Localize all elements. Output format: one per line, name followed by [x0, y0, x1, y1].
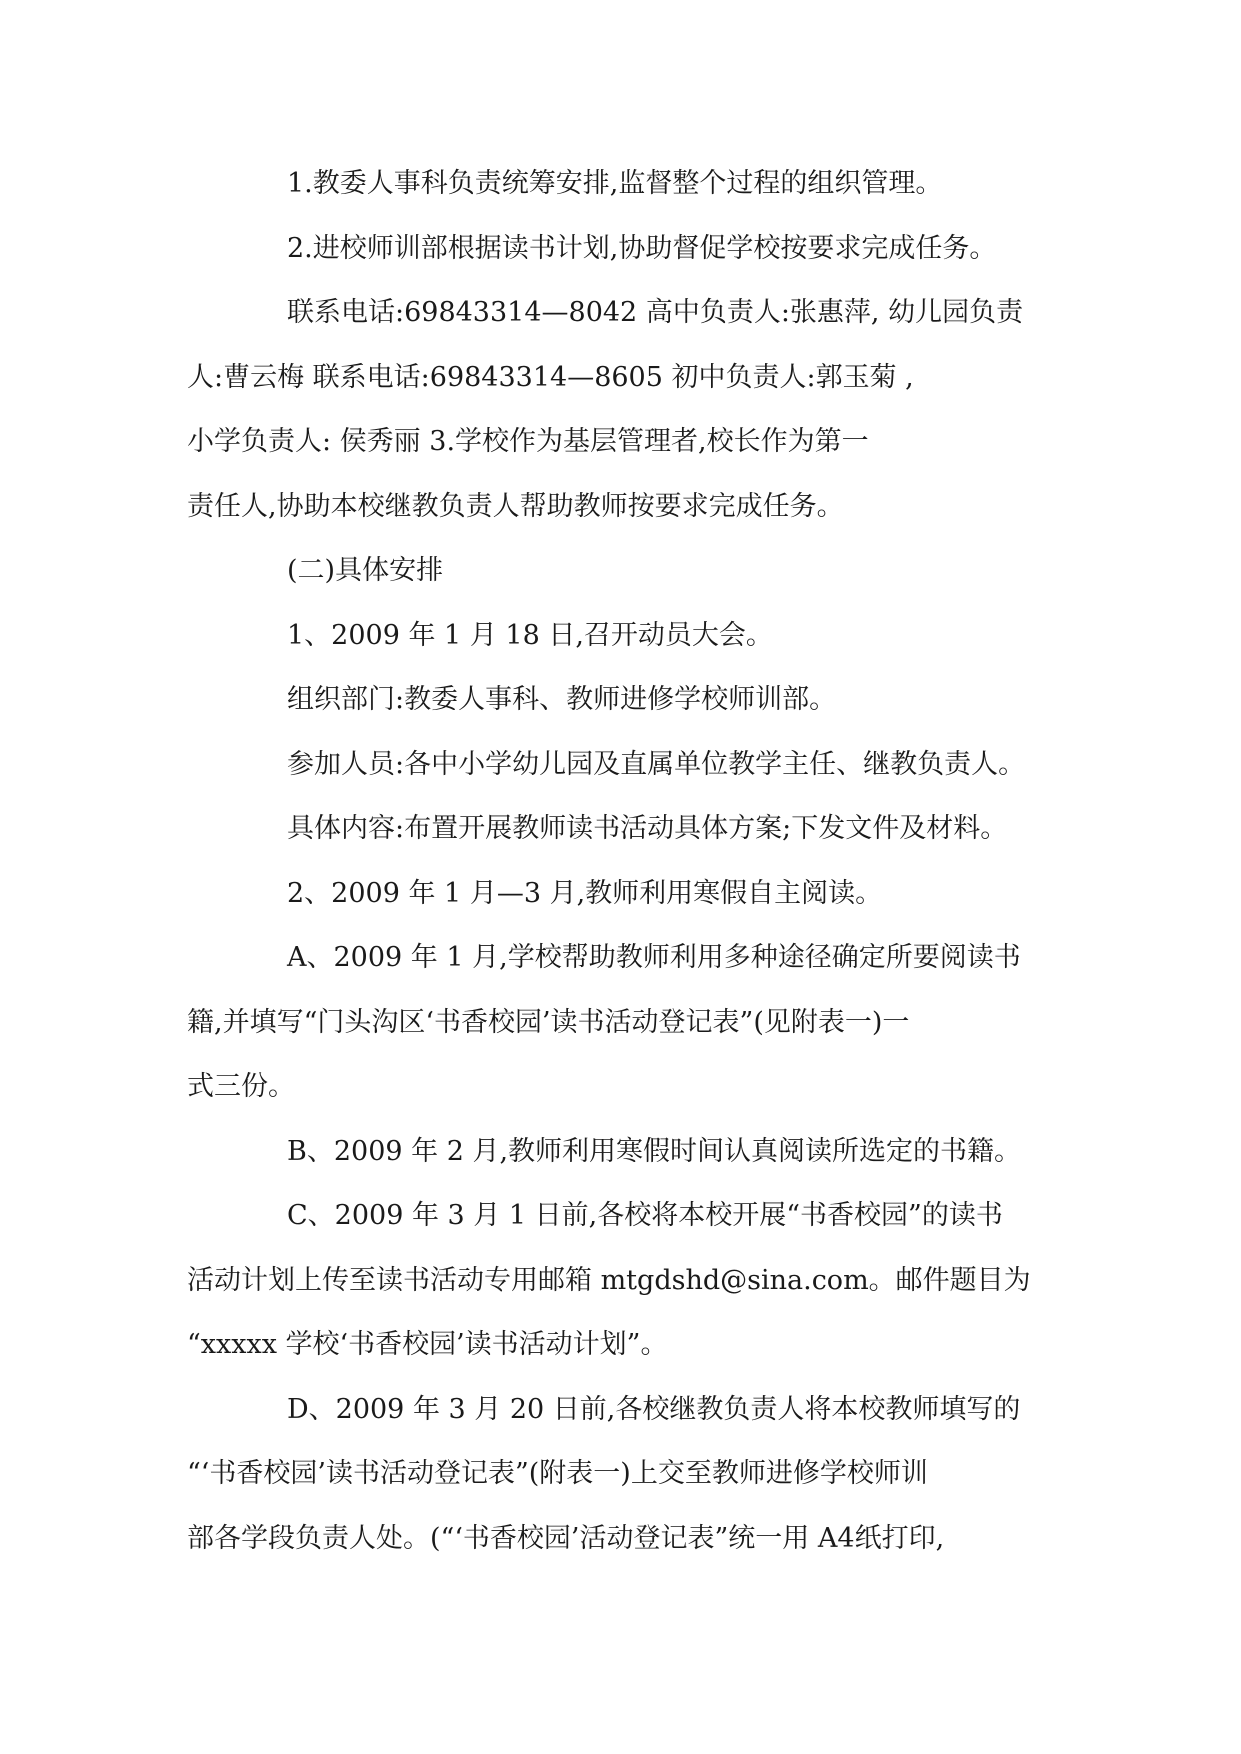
text-line: “‘书香校园’读书活动登记表”(附表一)上交至教师进修学校师训: [187, 1458, 928, 1489]
text-line: 部各学段负责人处。(“‘书香校园’活动登记表”统一用 A4纸打印,: [187, 1522, 945, 1554]
text-line: 参加人员:各中小学幼儿园及直属单位教学主任、继教负责人。: [287, 748, 1026, 780]
text-line: “xxxxx 学校‘书香校园’读书活动计划”。: [187, 1329, 668, 1360]
text-line: 2、2009 年 1 月—3 月,教师利用寒假自主阅读。: [287, 877, 883, 909]
text-line: 式三份。: [187, 1071, 295, 1102]
text-line: 组织部门:教委人事科、教师进修学校师训部。: [287, 684, 837, 715]
text-line: 1、2009 年 1 月 18 日,召开动员大会。: [287, 619, 773, 651]
text-line: 籍,并填写“门头沟区‘书香校园’读书活动登记表”(见附表一)一: [187, 1006, 910, 1038]
text-line: 联系电话:69843314—8042 高中负责人:张惠萍, 幼儿园负责: [287, 297, 1024, 328]
text-line: A、2009 年 1 月,学校帮助教师利用多种途径确定所要阅读书: [287, 942, 1021, 973]
text-line: 活动计划上传至读书活动专用邮箱 mtgdshd@sina.com。邮件题目为: [187, 1264, 1031, 1296]
text-line: D、2009 年 3 月 20 日前,各校继教负责人将本校教师填写的: [287, 1393, 1021, 1425]
text-line: C、2009 年 3 月 1 日前,各校将本校开展“书香校园”的读书: [287, 1200, 1003, 1231]
text-line: (二)具体安排: [287, 555, 444, 586]
text-line: 责任人,协助本校继教负责人帮助教师按要求完成任务。: [187, 490, 844, 522]
document-body: [187, 152, 1067, 1571]
text-line: B、2009 年 2 月,教师利用寒假时间认真阅读所选定的书籍。: [287, 1135, 1022, 1167]
text-line: 人:曹云梅 联系电话:69843314—8605 初中负责人:郭玉菊 ,: [187, 361, 914, 393]
text-line: 1.教委人事科负责统筹安排,监督整个过程的组织管理。: [287, 168, 943, 199]
text-line: 2.进校师训部根据读书计划,协助督促学校按要求完成任务。: [287, 232, 997, 264]
text-line: 具体内容:布置开展教师读书活动具体方案;下发文件及材料。: [287, 813, 1008, 844]
text-line: 小学负责人: 侯秀丽 3.学校作为基层管理者,校长作为第一: [187, 426, 869, 457]
